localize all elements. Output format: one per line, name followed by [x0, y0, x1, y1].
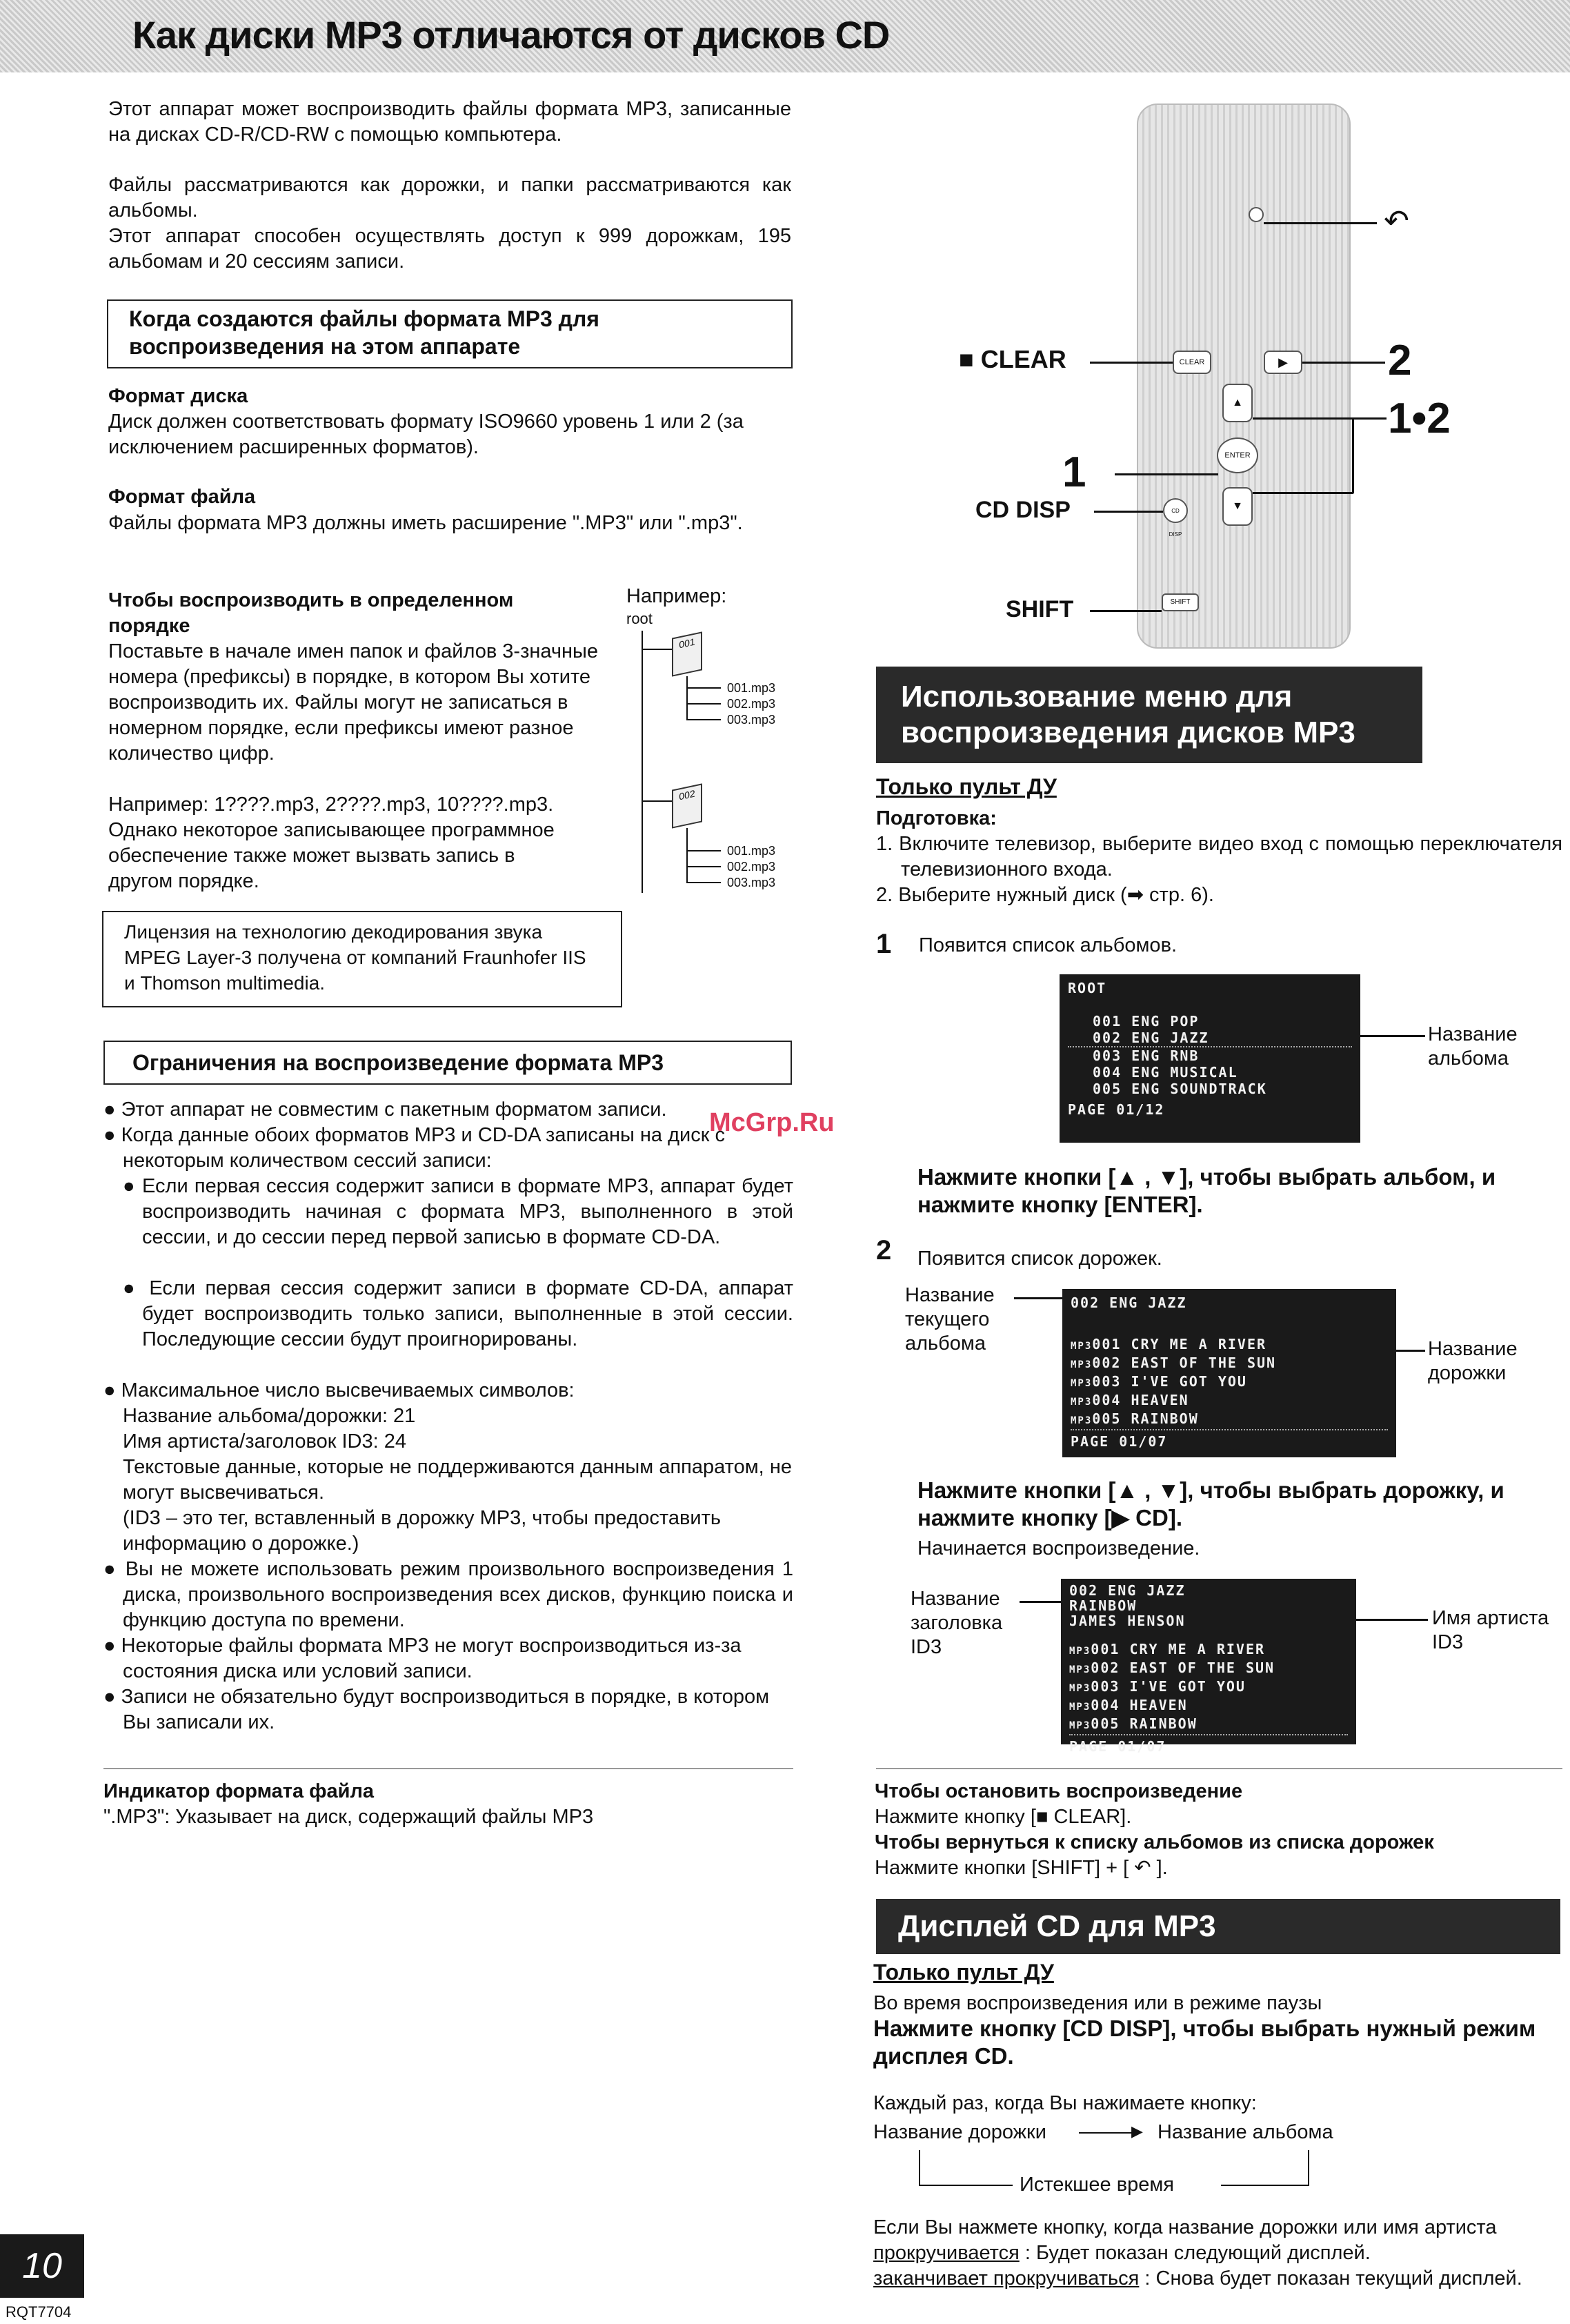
- restriction-3: ● Максимальное число высвечиваемых символов:: [103, 1379, 575, 1401]
- file-format-text: Файлы формата MP3 должны иметь расширение ".MP3" или ".mp3".: [108, 512, 743, 534]
- tree-leaf-1b: [686, 703, 721, 705]
- disc-format-text: Диск должен соответствовать формату ISO9660 уровень 1 или 2 (за исключением расширенных форматов).: [108, 411, 744, 458]
- restriction-4-text: Вы не можете использовать режим произвольного воспроизведения 1 диска, произвольного воспроизведения всех дисков, функцию поиска и функцию доступа по времени.: [123, 1558, 793, 1631]
- folder-001-name: 001: [679, 636, 695, 651]
- step-12-callout: 1•2: [1388, 395, 1451, 442]
- tree-leaf-1a: [686, 687, 721, 689]
- indicator-heading: Индикатор формата файла: [103, 1780, 375, 1802]
- doc-code: RQT7704: [6, 2303, 72, 2321]
- watermark: McGrp.Ru: [709, 1108, 835, 1137]
- step1-instruction: Нажмите кнопки [▲ , ▼], чтобы выбрать альбом, и нажмите кнопку [ENTER].: [917, 1164, 1496, 1217]
- screen2-row-3[interactable]: [1071, 1373, 1388, 1392]
- shift-leader: [1090, 610, 1162, 612]
- flow-arrow-1: [1079, 2132, 1137, 2134]
- screen2-row-5[interactable]: [1071, 1410, 1388, 1430]
- screen3-row-3-text: 003 I'VE GOT YOU: [1091, 1678, 1246, 1695]
- stop-heading: Чтобы остановить воспроизведение: [875, 1780, 1243, 1802]
- mp3-tag-1: MP3: [1071, 1341, 1093, 1352]
- mp3-tag-5: MP3: [1071, 1415, 1093, 1426]
- screen3-row-4[interactable]: [1069, 1697, 1348, 1715]
- box-restrictions-title: Ограничения на воспроизведение формата MP3: [132, 1050, 664, 1075]
- tree-branch-2: [642, 800, 673, 802]
- flow-return-right-v: [1308, 2150, 1309, 2186]
- file-001-1: 001.mp3: [727, 681, 776, 695]
- back-heading: Чтобы вернуться к списку альбомов из списка дорожек: [875, 1831, 1434, 1853]
- menu-section-title-2: воспроизведения дисков MP3: [901, 716, 1355, 749]
- shift-button[interactable]: SHIFT: [1162, 593, 1199, 611]
- restriction-3-line3: Текстовые данные, которые не поддерживаются данным аппаратом, не могут высвечиваться.: [123, 1456, 792, 1504]
- clear-label: ■ CLEAR: [959, 345, 1066, 373]
- restriction-2a-text: Если первая сессия содержит записи в формате MP3, аппарат будет воспроизводить начиная с формата MP3, выполненного в этой сессии, и до сессии перед первой записью в формате CD-DA.: [142, 1175, 793, 1248]
- screen2-row-1[interactable]: [1071, 1336, 1388, 1355]
- step2-instruction: Нажмите кнопки [▲ , ▼], чтобы выбрать дорожку, и нажмите кнопку [▶ CD].: [917, 1477, 1504, 1530]
- tree-leaf-1c: [686, 719, 721, 720]
- screen2-row-3-text: 003 I'VE GOT YOU: [1092, 1373, 1247, 1390]
- screen2-row-2[interactable]: [1071, 1355, 1388, 1373]
- screen3-row-1[interactable]: [1069, 1641, 1348, 1660]
- restriction-1-text: Этот аппарат не совместим с пакетным форматом записи.: [121, 1099, 667, 1121]
- scroll-case-2-text: : Снова будет показан текущий дисплей.: [1144, 2267, 1522, 2289]
- restriction-2-text: Когда данные обоих форматов MP3 и CD-DA записаны на диск с некоторым количеством сессий записи:: [121, 1124, 725, 1172]
- order-text: Поставьте в начале имен папок и файлов 3-значные номера (префиксы) в порядке, в котором Вы хотите воспроизводить их. Файлы могут не записаться в номерном порядке, если префиксы имеют разное количество цифр.: [108, 640, 598, 765]
- flow-elapsed-time: Истекшее время: [1020, 2174, 1174, 2196]
- scroll-case-1-text: : Будет показан следующий дисплей.: [1024, 2242, 1371, 2264]
- screen1-row-5[interactable]: 005 ENG SOUNDTRACK: [1093, 1081, 1267, 1097]
- screen3-row-1-text: 001 CRY ME A RIVER: [1091, 1641, 1266, 1657]
- scroll-case-2: [873, 2266, 1563, 2292]
- id3-mp3-tag-1: MP3: [1069, 1646, 1091, 1657]
- id3-mp3-tag-3: MP3: [1069, 1683, 1091, 1694]
- track-name-label: Название дорожки: [1428, 1338, 1518, 1384]
- screen1-row-3[interactable]: 003 ENG RNB: [1093, 1047, 1200, 1064]
- file-002-2: 002.mp3: [727, 860, 776, 874]
- play-leader: [1302, 362, 1385, 364]
- restriction-6: ● Записи не обязательно будут воспроизводиться в порядке, в котором Вы записали их.: [103, 1686, 770, 1733]
- id3-title-label: Название заголовка ID3: [911, 1588, 1003, 1658]
- divider-left: [103, 1768, 793, 1769]
- tree-leaf-2c: [686, 882, 721, 883]
- cddisp-leader: [1094, 511, 1163, 513]
- file-002-1: 001.mp3: [727, 844, 776, 858]
- intro-p1: Этот аппарат может воспроизводить файлы формата MP3, записанные на дисках CD-R/CD-RW с помощью компьютера.: [108, 98, 791, 146]
- id3-leader: [1020, 1601, 1061, 1603]
- screen3-header-1: 002 ENG JAZZ: [1069, 1582, 1186, 1599]
- screen1-footer: PAGE 01/12: [1068, 1101, 1165, 1118]
- remote-control-illustration: [1137, 104, 1351, 649]
- tree-branch-1: [642, 649, 673, 650]
- flow-arrowhead-1: ▶: [1131, 2123, 1143, 2140]
- tree-leaf-2b: [686, 866, 721, 867]
- track-leader: [1396, 1350, 1425, 1352]
- license-text: Лицензия на технологию декодирования звука MPEG Layer-3 получена от компаний Fraunhofer IIS и Thomson multimedia.: [124, 921, 586, 994]
- screen2-row-4[interactable]: [1071, 1392, 1388, 1410]
- flow-return-left-v: [919, 2150, 920, 2185]
- enter-button[interactable]: ENTER: [1217, 437, 1258, 473]
- display-intro: Во время воспроизведения или в режиме паузы: [873, 1992, 1322, 2014]
- mp3-tag-3: MP3: [1071, 1378, 1093, 1389]
- disc-format-heading: Формат диска: [108, 385, 248, 407]
- file-format-heading: Формат файла: [108, 486, 256, 508]
- screen3-row-3[interactable]: [1069, 1678, 1348, 1697]
- screen2-row-2-text: 002 EAST OF THE SUN: [1092, 1355, 1277, 1371]
- cd-disp-label: CD DISP: [975, 497, 1071, 523]
- menu-section-header: [876, 667, 1422, 763]
- page-title: Как диски MP3 отличаются от дисков CD: [132, 13, 890, 57]
- tree-leaf-2a: [686, 850, 721, 851]
- order-note: Однако некоторое записывающее программное обеспечение также может вызвать запись в другом порядке.: [108, 819, 555, 892]
- album-leader: [1360, 1035, 1425, 1037]
- indicator-text: ".MP3": Указывает на диск, содержащий файлы MP3: [103, 1806, 594, 1828]
- divider-right: [876, 1768, 1562, 1769]
- scroll-case-1-term: прокручивается: [873, 2242, 1020, 2264]
- restriction-1: ● Этот аппарат не совместим с пакетным форматом записи.: [103, 1099, 667, 1121]
- screen2-row-5-text: 005 RAINBOW: [1092, 1410, 1199, 1427]
- file-002-3: 003.mp3: [727, 876, 776, 889]
- restriction-2b: ● Если первая сессия содержит записи в формате CD-DA, аппарат будет воспроизводить только записи, выполненные в этой сессии. Последующие сессии будут проигнорированы.: [123, 1277, 794, 1350]
- prep-heading: Подготовка:: [876, 807, 997, 829]
- step2-number: 2: [876, 1235, 892, 1266]
- step1-text: Появится список альбомов.: [919, 934, 1178, 956]
- display-instruction: Нажмите кнопку [CD DISP], чтобы выбрать нужный режим дисплея CD.: [873, 2016, 1536, 2069]
- step2-text: Появится список дорожек.: [917, 1248, 1162, 1270]
- tree-root: root: [626, 610, 653, 627]
- restriction-3-line4: (ID3 – это тег, вставленный в дорожку MP3, чтобы предоставить информацию о дорожке.): [123, 1507, 721, 1555]
- restriction-6-text: Записи не обязательно будут воспроизводиться в порядке, в котором Вы записали их.: [121, 1686, 770, 1733]
- restriction-3-line2: Имя артиста/заголовок ID3: 24: [123, 1430, 406, 1452]
- artist-leader: [1356, 1619, 1428, 1621]
- display-section-header: [876, 1899, 1560, 1954]
- display-section-title: Дисплей CD для MP3: [898, 1909, 1216, 1943]
- mp3-tag-2: MP3: [1071, 1359, 1093, 1370]
- screen3-row-5[interactable]: [1069, 1715, 1348, 1735]
- clear-leader: [1090, 362, 1173, 364]
- play-cd-button[interactable]: ▶: [1264, 351, 1302, 374]
- step-2-callout: 2: [1388, 337, 1412, 384]
- updown-leader-top: [1253, 417, 1353, 420]
- screen1-row-2[interactable]: 002 ENG JAZZ: [1068, 1030, 1352, 1047]
- id3-mp3-tag-5: MP3: [1069, 1720, 1091, 1731]
- restriction-5-text: Некоторые файлы формата MP3 не могут воспроизводиться из-за состояния диска или условий записи.: [121, 1635, 742, 1682]
- screen3-header-3: JAMES HENSON: [1069, 1613, 1186, 1629]
- album-name-label: Название альбома: [1428, 1023, 1518, 1070]
- prep-2: 2. Выберите нужный диск (➡ стр. 6).: [876, 884, 1214, 906]
- intro-p2a: Файлы рассматриваются как дорожки, и папки рассматриваются как альбомы.: [108, 174, 791, 221]
- down-button[interactable]: ▼: [1222, 487, 1253, 526]
- folder-002-name: 002: [679, 787, 695, 802]
- order-heading: Чтобы воспроизводить в определенном порядке: [108, 589, 514, 637]
- page-number: 10: [22, 2246, 62, 2286]
- prep-1: 1. Включите телевизор, выберите видео вход с помощью переключателя телевизионного входа.: [876, 833, 1562, 880]
- shift-label: SHIFT: [1006, 596, 1074, 622]
- back-text: Нажмите кнопки [SHIFT] + [ ↶ ].: [875, 1857, 1168, 1879]
- restriction-3-line1: Название альбома/дорожки: 21: [123, 1405, 416, 1427]
- flow-return-bottom-r: [1221, 2185, 1309, 2186]
- updown-leader-h: [1352, 417, 1387, 420]
- id3-mp3-tag-2: MP3: [1069, 1664, 1091, 1675]
- menu-section-title-1: Использование меню для: [901, 680, 1293, 713]
- return-button[interactable]: [1249, 207, 1264, 222]
- album-list-screen: [1060, 974, 1360, 1143]
- screen3-row-4-text: 004 HEAVEN: [1091, 1697, 1188, 1713]
- id3-mp3-tag-4: MP3: [1069, 1702, 1091, 1713]
- page-number-box: [0, 2234, 84, 2298]
- screen2-row-4-text: 004 HEAVEN: [1092, 1392, 1189, 1408]
- tree-sub-1: [686, 676, 688, 719]
- tree-sub-2: [686, 828, 688, 882]
- restriction-2: ● Когда данные обоих форматов MP3 и CD-DA записаны на диск с некоторым количеством сессий записи:: [103, 1124, 725, 1172]
- return-leader: [1264, 222, 1377, 224]
- clear-button[interactable]: CLEAR: [1173, 351, 1211, 374]
- current-album-leader: [1014, 1297, 1062, 1299]
- menu-remote-only: Только пульт ДУ: [876, 774, 1057, 799]
- flow-return-bottom-l: [919, 2185, 1013, 2186]
- file-001-2: 002.mp3: [727, 697, 776, 711]
- step1-number: 1: [876, 929, 892, 959]
- order-example: Например: 1????.mp3, 2????.mp3, 10????.mp3.: [108, 794, 554, 816]
- screen3-row-2-text: 002 EAST OF THE SUN: [1091, 1660, 1275, 1676]
- screen2-footer: PAGE 01/07: [1071, 1433, 1168, 1450]
- restriction-3-text: Максимальное число высвечиваемых символов:: [121, 1379, 575, 1401]
- restriction-2a: ● Если первая сессия содержит записи в формате MP3, аппарат будет воспроизводить начиная с формата MP3, выполненного в этой сессии, и до сессии перед первой записью в формате CD-DA.: [123, 1175, 793, 1248]
- updown-leader-v: [1352, 417, 1354, 493]
- screen3-header-2: RAINBOW: [1069, 1597, 1137, 1614]
- license-box: [102, 911, 622, 1007]
- scroll-case-2-term: заканчивает прокручиваться: [873, 2267, 1140, 2289]
- stop-text: Нажмите кнопку [■ CLEAR].: [875, 1806, 1132, 1828]
- screen2-header: 002 ENG JAZZ: [1071, 1294, 1187, 1311]
- folder-icon-002: [672, 783, 702, 828]
- restriction-2b-text: Если первая сессия содержит записи в формате CD-DA, аппарат будет воспроизводить только записи, выполненные в этой сессии. Последующие сессии будут проигнорированы.: [142, 1277, 794, 1350]
- screen3-footer: PAGE 01/07: [1069, 1738, 1166, 1755]
- screen3-row-5-text: 005 RAINBOW: [1091, 1715, 1198, 1732]
- cd-disp-button[interactable]: CD DISP: [1163, 498, 1188, 523]
- enter-leader: [1115, 473, 1218, 475]
- up-button[interactable]: ▲: [1222, 384, 1253, 422]
- tree-example-label: Например:: [626, 585, 727, 607]
- box-mp3-creation-title: Когда создаются файлы формата MP3 для воспроизведения на этом аппарате: [129, 306, 599, 359]
- flow-album-name: Название альбома: [1157, 2121, 1333, 2143]
- folder-icon-001: [672, 631, 702, 676]
- box-restrictions: [103, 1041, 792, 1085]
- artist-id3-label: Имя артиста ID3: [1432, 1607, 1549, 1653]
- screen3-row-2[interactable]: [1069, 1660, 1348, 1678]
- updown-leader-bot: [1253, 492, 1353, 494]
- screen1-header: ROOT: [1068, 980, 1107, 996]
- restriction-5: ● Некоторые файлы формата MP3 не могут воспроизводиться из-за состояния диска или условий записи.: [103, 1635, 742, 1682]
- display-remote-only: Только пульт ДУ: [873, 1960, 1054, 1985]
- playback-starts: Начинается воспроизведение.: [917, 1537, 1200, 1559]
- track-list-screen: [1062, 1289, 1396, 1457]
- intro-p2b: Этот аппарат способен осуществлять доступ к 999 дорожкам, 195 альбомам и 20 сессиям записи.: [108, 225, 791, 273]
- restriction-4: ● Вы не можете использовать режим произвольного воспроизведения 1 диска, произвольного воспроизведения всех дисков, функцию поиска и функцию доступа по времени.: [103, 1558, 793, 1631]
- id3-screen: [1061, 1579, 1356, 1755]
- tree-trunk: [642, 631, 643, 893]
- box-mp3-creation: [107, 299, 793, 368]
- screen1-row-4[interactable]: 004 ENG MUSICAL: [1093, 1064, 1238, 1081]
- file-001-3: 003.mp3: [727, 713, 776, 727]
- flow-track-name: Название дорожки: [873, 2121, 1046, 2143]
- mp3-tag-4: MP3: [1071, 1397, 1093, 1408]
- current-album-label: Название текущего альбома: [905, 1284, 995, 1355]
- return-icon: ↶: [1384, 204, 1409, 238]
- step-1-callout: 1: [1062, 449, 1086, 496]
- screen2-row-1-text: 001 CRY ME A RIVER: [1092, 1336, 1267, 1352]
- each-press-text: Каждый раз, когда Вы нажимаете кнопку:: [873, 2092, 1257, 2114]
- scroll-case-1: [873, 2241, 1563, 2266]
- screen1-row-1[interactable]: 001 ENG POP: [1093, 1013, 1200, 1030]
- scroll-intro: Если Вы нажмете кнопку, когда название дорожки или имя артиста: [873, 2216, 1497, 2238]
